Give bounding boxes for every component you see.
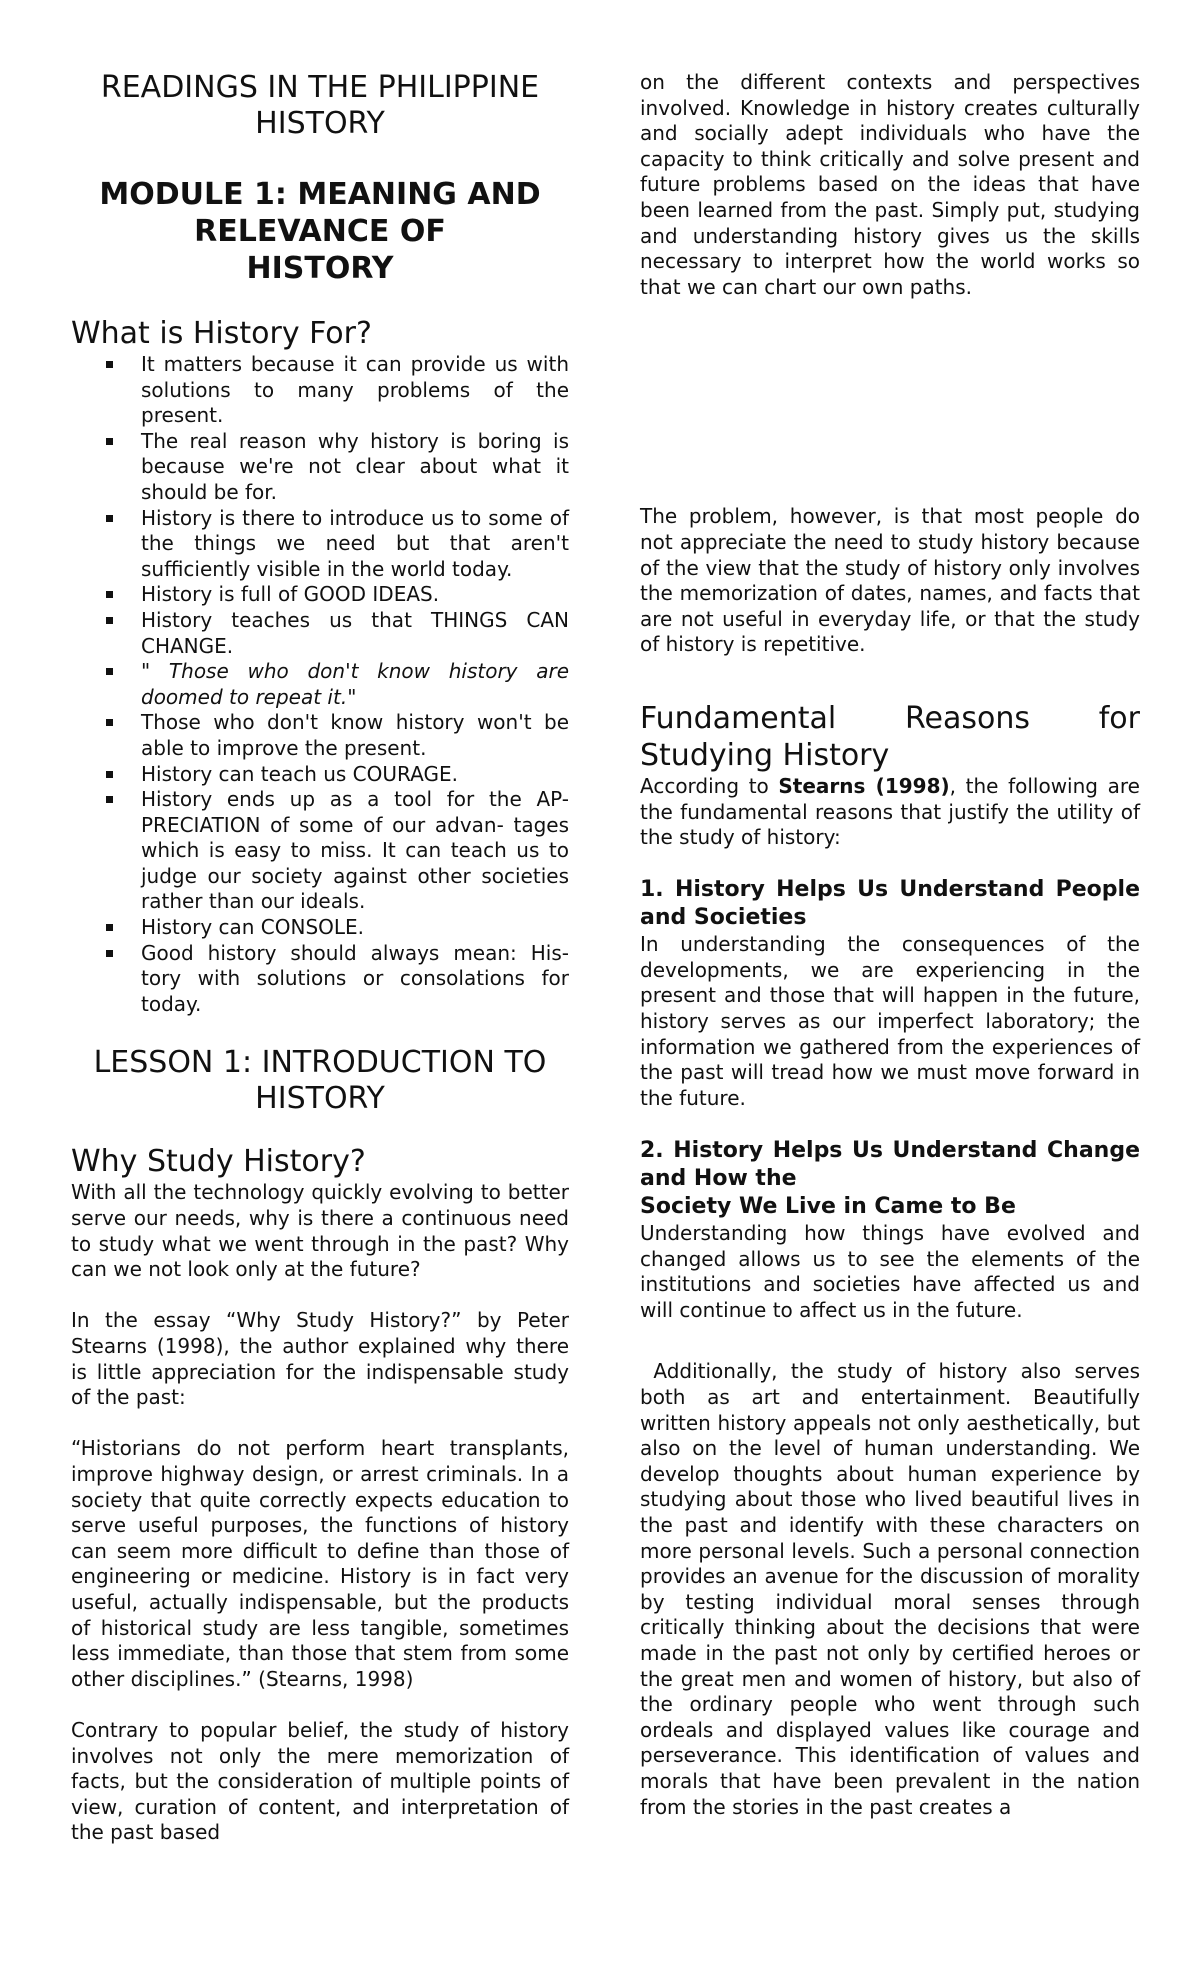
- lesson-title: [71, 1045, 569, 1117]
- bullet-square-icon: [106, 924, 113, 931]
- bullet-square-icon: [106, 950, 113, 957]
- list-item-text: History is full of GOOD IDEAS.: [141, 582, 440, 607]
- problem-paragraph: The problem, however, is that most people do not appreciate the need to study history because of the view that the study of history only involves the memorization of dates, names, and facts that are not useful in everyday life, or that the study of history is repetitive.: [640, 504, 1140, 657]
- document-title: [71, 70, 569, 142]
- paragraph-gap: [71, 1692, 569, 1718]
- paragraph-gap: [71, 1283, 569, 1309]
- right-column: [640, 70, 1147, 1820]
- fundamental-intro: [640, 774, 1140, 851]
- bullet-square-icon: [106, 771, 113, 778]
- module-title-line-3: HISTORY: [246, 251, 394, 286]
- history-for-list: [71, 352, 569, 1017]
- reason-2-text: Understanding how things have evolved and changed allows us to see the elements of the institutions and societies have affected us and will continue to affect us in the future.: [640, 1221, 1140, 1322]
- continued-paragraph: on the different contexts and perspectives involved. Knowledge in history creates culturally and socially adept individuals who have the capacity to think critically and solve present and future problems based on the ideas that have been learned from the past. Simply put, studying and understanding history gives us the skills necessary to interpret how the world works so that we can chart our own paths.: [640, 70, 1140, 299]
- list-item: [141, 941, 569, 1018]
- art-entertainment-paragraph: Additionally, the study of history also serves both as art and entertainment. Beautifully written history appeals not only aesthetically, but also on the level of human understanding. We develop thoughts about human experience by studying about those who lived beautiful lives in the past and identify with these characters on more personal levels. Such a personal connection provides an avenue for the discussion of morality by testing individual moral senses through critically thinking about the decisions that were made in the past not only by certified heroes or the great men and women of history, but also of the ordinary people who went through such ordeals and displayed values like courage and perseverance. This identification of values and morals that have been prevalent in the nation from the stories in the past creates a: [640, 1359, 1147, 1819]
- bullet-square-icon: [106, 591, 113, 598]
- paragraph-gap: [71, 1411, 569, 1437]
- bullet-square-icon: [106, 438, 113, 445]
- module-title-line-1: MODULE 1: MEANING AND: [99, 177, 541, 212]
- lesson-title-line-2: HISTORY: [255, 1081, 385, 1117]
- list-item: [141, 762, 569, 788]
- quote-close: ": [347, 684, 357, 709]
- left-column: [71, 70, 569, 1846]
- bullet-square-icon: [106, 668, 113, 675]
- bullet-square-icon: [106, 719, 113, 726]
- list-item-text: History can teach us COURAGE.: [141, 761, 458, 786]
- why-study-paragraph-2: In the essay “Why Study History?” by Peter Stearns (1998), the author explained why there is little appreciation for the indispensable study of the past:: [71, 1308, 569, 1410]
- list-item-text: The real reason why history is boring is because we're not clear about what it should be for.: [141, 428, 569, 504]
- list-item: [141, 710, 569, 761]
- history-for-heading: What is History For?: [71, 316, 372, 351]
- list-item-text: History can CONSOLE.: [141, 915, 365, 940]
- why-study-heading: Why Study History?: [71, 1144, 366, 1180]
- paragraph-gap: [640, 1323, 1140, 1359]
- why-study-paragraph-1: With all the technology quickly evolving to better serve our needs, why is there a continuous need to study what we went through in the past? Why can we not look only at the future?: [71, 1180, 569, 1282]
- fundamental-intro-pre: According to: [640, 773, 779, 798]
- list-item-text: It matters because it can provide us with solutions to many problems of the present.: [141, 352, 569, 428]
- list-item-text: History ends up as a tool for the AP- PRECIATION of some of our advan- tages which is easy to miss. It can teach us to judge our society against other societies rather than our ideals.: [141, 787, 569, 914]
- fundamental-intro-post: , the following are the fundamental reasons that justify the utility of the study of history:: [640, 773, 1140, 850]
- module-title-line-2: RELEVANCE OF: [194, 214, 446, 249]
- bullet-square-icon: [106, 515, 113, 522]
- reason-2-title-line-2: Society We Live in Came to Be: [640, 1194, 1016, 1220]
- list-item: [141, 352, 569, 429]
- list-item-text: History is there to introduce us to some of the things we need but that aren't sufficiently visible in the world today.: [141, 505, 569, 581]
- list-item: [141, 787, 569, 915]
- lesson-title-line-1: LESSON 1: INTRODUCTION TO: [93, 1045, 547, 1081]
- quote-open: ": [141, 659, 169, 684]
- stearns-quote: “Historians do not perform heart transplants, improve highway design, or arrest criminals. In a society that quite correctly expects education to serve useful purposes, the functions of history can seem more difficult to define than those of engineering or medicine. History is in fact very useful, actually indispensable, but the products of historical study are less tangible, sometimes less immediate, than those that stem from some other disciplines.” (Stearns, 1998): [71, 1436, 569, 1691]
- paragraph-gap: [640, 1111, 1140, 1137]
- blank-space: [640, 300, 1140, 504]
- list-item: [141, 506, 569, 583]
- bullet-square-icon: [106, 617, 113, 624]
- list-item: [141, 915, 569, 941]
- title-line-1: READINGS IN THE PHILIPPINE: [100, 70, 540, 105]
- module-title: [71, 176, 569, 287]
- paragraph-gap: [640, 851, 1140, 877]
- why-study-paragraph-4: Contrary to popular belief, the study of history involves not only the mere memorization of facts, but the consideration of multiple points of view, curation of content, and interpretation of the past based: [71, 1717, 569, 1845]
- bullet-square-icon: [106, 796, 113, 803]
- fundamental-intro-citation: Stearns (1998): [778, 773, 950, 798]
- title-line-2: HISTORY: [255, 106, 385, 141]
- list-item-text: History teaches us that THINGS CAN CHANGE.: [141, 607, 569, 658]
- list-item-text: Those who don't know history won't be able to improve the present.: [141, 710, 569, 760]
- reason-1-title: 1. History Helps Us Understand People and Societies: [640, 877, 1140, 931]
- bullet-square-icon: [106, 361, 113, 368]
- fundamental-reasons-heading-line-2: Studying History: [640, 737, 890, 773]
- fundamental-reasons-heading-line-1: Fundamental Reasons for: [640, 700, 1140, 736]
- list-item: [141, 582, 569, 608]
- list-item-text: Good history should always mean: His- tory with solutions or consolations for today.: [141, 940, 569, 1016]
- reason-1-text: In understanding the consequences of the developments, we are experiencing in the present and those that will happen in the future, history serves as our imperfect laboratory; the information we gathered from the experiences of the past will tread how we must move forward in the future.: [640, 932, 1140, 1110]
- reason-2-title-line-1: 2. History Helps Us Understand Change and How the: [640, 1138, 1140, 1192]
- list-item: [141, 608, 569, 659]
- list-item: [141, 429, 569, 506]
- list-item-quote: [141, 659, 569, 710]
- quote-text: Those who don't know history are doomed to repeat it.: [141, 659, 569, 709]
- paragraph-gap: [640, 658, 1140, 700]
